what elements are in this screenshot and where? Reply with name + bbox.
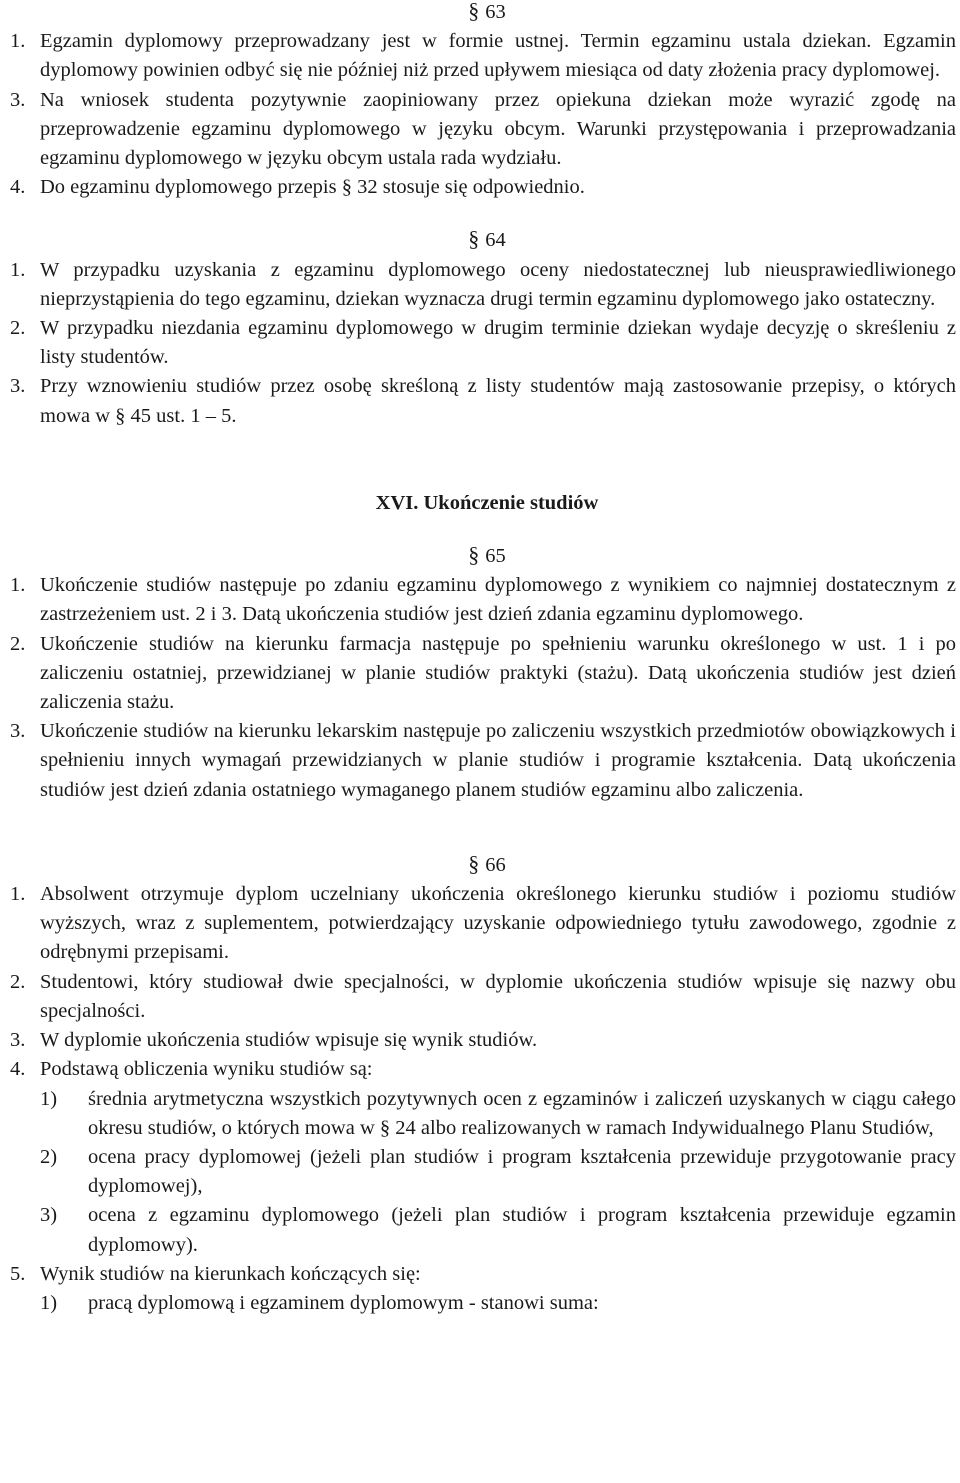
section-symbol: §: [468, 226, 480, 252]
item-text: Egzamin dyplomowy przeprowadzany jest w formie ustnej. Termin egzaminu ustala dziekan. Egzamin dyplomowy powinien odbyć się nie później niż przed upływem miesiąca od daty złożenia pracy dyplomowej.: [40, 30, 956, 82]
list-item: [10, 256, 956, 314]
item-number: 3.: [10, 720, 26, 743]
sub-list-item: [40, 1085, 956, 1143]
sub-list-item: [40, 1201, 956, 1259]
item-text: Na wniosek studenta pozytywnie zaopiniowany przez opiekuna dziekan może wyrazić zgodę na przeprowadzenie egzaminu dyplomowego w języku obcym. Warunki przystępowania i przeprowadzania egzaminu dyplomowego w języku obcym ustala rada wydziału.: [40, 88, 956, 170]
sub-item-text: średnia arytmetyczna wszystkich pozytywnych ocen z egzaminów i zaliczeń uzyskanych w ciągu całego okresu studiów, o których mowa w § 24 albo realizowanych w ramach Indywidualnego Planu Studiów,: [88, 1087, 956, 1139]
list-item: [10, 968, 956, 1026]
section-heading-63: [10, 0, 956, 27]
item-number: 1.: [10, 30, 26, 53]
sub-item-text: ocena pracy dyplomowej (jeżeli plan studiów i program kształcenia przewiduje przygotowanie pracy dyplomowej),: [88, 1145, 956, 1198]
sub-item-text: ocena z egzaminu dyplomowego (jeżeli plan studiów i program kształcenia przewiduje egzamin dyplomowy).: [88, 1204, 956, 1256]
item-number: 3.: [10, 1029, 26, 1052]
list-item: [10, 571, 956, 629]
sub-item-number: 3): [40, 1204, 58, 1227]
item-text: Ukończenie studiów na kierunku farmacja następuje po spełnieniu warunku określonego w ust. 1 i po zaliczeniu ostatniej, przewidzianej w planie studiów praktyki (stażu). Datą ukończenia studiów jest dzień zaliczenia stażu.: [40, 632, 956, 714]
list-item: [10, 27, 956, 85]
item-number: 2.: [10, 632, 26, 655]
section-symbol: §: [468, 850, 480, 876]
section-heading-66: [10, 849, 956, 880]
sub-list-item: [40, 1289, 956, 1318]
list-item: [10, 173, 956, 202]
item-number: 4.: [10, 176, 26, 199]
item-number: 1.: [10, 258, 26, 281]
item-text: Wynik studiów na kierunkach kończących się:: [40, 1262, 421, 1285]
item-text: Podstawą obliczenia wyniku studiów są:: [40, 1058, 373, 1081]
item-number: 1.: [10, 883, 26, 906]
section-heading-64: [10, 224, 956, 255]
section-heading-65: [10, 540, 956, 571]
item-number: 1.: [10, 574, 26, 597]
item-text: Ukończenie studiów na kierunku lekarskim następuje po zaliczeniu wszystkich przedmiotów obowiązkowych i spełnieniu innych wymagań przewidzianych w planie studiów i programie kształcenia. Datą ukończenia studiów jest dzień zdania ostatniego wymaganego planem studiów egzaminu albo zaliczenia.: [40, 720, 956, 801]
item-text: Do egzaminu dyplomowego przepis § 32 stosuje się odpowiednio.: [40, 176, 585, 199]
sub-list-item: [40, 1143, 956, 1201]
section-number: 66: [485, 853, 506, 876]
section-number: 65: [485, 545, 506, 568]
item-number: 2.: [10, 317, 26, 340]
item-text: Studentowi, który studiował dwie specjalności, w dyplomie ukończenia studiów wpisuje się nazwy obu specjalności.: [40, 970, 956, 1022]
item-number: 3.: [10, 88, 26, 111]
item-text: W przypadku niezdania egzaminu dyplomowego w drugim terminie dziekan wydaje decyzję o skreśleniu z listy studentów.: [40, 317, 956, 369]
item-number: 4.: [10, 1058, 26, 1081]
item-text: W dyplomie ukończenia studiów wpisuje się wynik studiów.: [40, 1029, 538, 1052]
list-item: [10, 630, 956, 718]
item-text: Ukończenie studiów następuje po zdaniu egzaminu dyplomowego z wynikiem co najmniej dostatecznym z zastrzeżeniem ust. 2 i 3. Datą ukończenia studiów jest dzień zdania egzaminu dyplomowego.: [40, 574, 956, 626]
item-number: 5.: [10, 1262, 26, 1285]
item-text: W przypadku uzyskania z egzaminu dyplomowego oceny niedostatecznej lub nieusprawiedliwionego nieprzystąpienia do tego egzaminu, dziekan wyznacza drugi termin egzaminu dyplomowego jako ostateczny.: [40, 258, 956, 310]
list-item: [10, 1055, 956, 1084]
section-number: 63: [485, 1, 506, 23]
section-number: 64: [485, 229, 506, 252]
item-number: 3.: [10, 375, 26, 398]
section-symbol: §: [468, 0, 480, 23]
document-page: [10, 0, 956, 1318]
list-item: [10, 717, 956, 805]
list-item: [10, 86, 956, 174]
list-item: [10, 372, 956, 430]
chapter-heading: XVI. Ukończenie studiów: [375, 491, 599, 514]
list-item: [10, 1260, 956, 1289]
item-text: Absolwent otrzymuje dyplom uczelniany ukończenia określonego kierunku studiów i poziomu studiów wyższych, wraz z suplementem, potwierdzający uzyskanie odpowiedniego tytułu zawodowego, zgodnie z odrębnymi przepisami.: [40, 883, 956, 964]
item-number: 2.: [10, 970, 26, 993]
sub-item-number: 1): [40, 1291, 58, 1314]
section-symbol: §: [468, 542, 480, 568]
sub-item-number: 1): [40, 1087, 58, 1110]
item-text: Przy wznowieniu studiów przez osobę skreśloną z listy studentów mają zastosowanie przepisy, o których mowa w § 45 ust. 1 – 5.: [40, 375, 956, 427]
list-item: [10, 1026, 956, 1055]
sub-item-number: 2): [40, 1145, 58, 1168]
sub-item-text: pracą dyplomową i egzaminem dyplomowym - stanowi suma:: [88, 1291, 599, 1314]
list-item: [10, 314, 956, 372]
list-item: [10, 880, 956, 968]
